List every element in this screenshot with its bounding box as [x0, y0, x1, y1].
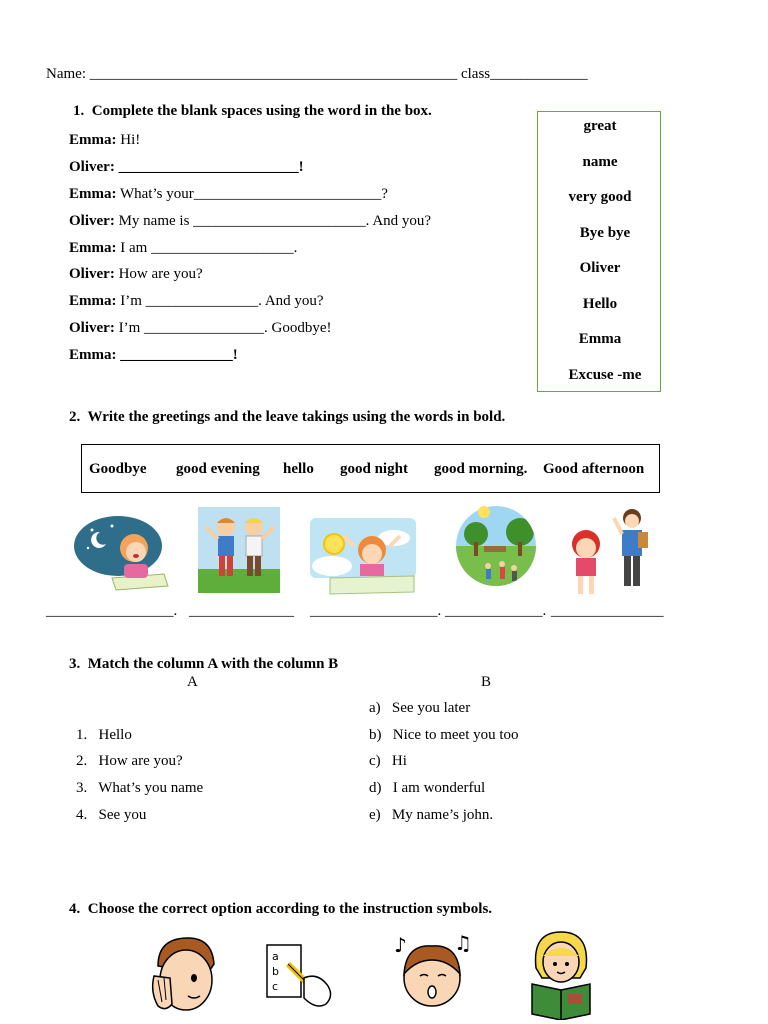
column-b-item[interactable]	[369, 780, 485, 797]
dialogue-line	[69, 320, 331, 337]
answer-blank[interactable]: _____________.	[445, 603, 547, 619]
speaker: Oliver:	[69, 266, 115, 282]
name-blank[interactable]: _________________________________________________	[89, 66, 458, 82]
item-letter: a)	[369, 700, 381, 716]
dialogue-line	[69, 266, 203, 283]
dialogue-line	[69, 132, 140, 149]
name-label: Name:	[46, 66, 90, 82]
svg-text:b: b	[272, 965, 279, 978]
sing-icon	[390, 930, 476, 1014]
write-icon	[264, 942, 336, 1012]
answer-blank[interactable]: _________________.	[46, 603, 178, 619]
item-letter: e)	[369, 807, 381, 823]
column-a-item[interactable]	[76, 780, 203, 797]
item-text: Nice to meet you too	[392, 727, 519, 743]
listen-icon	[148, 936, 218, 1016]
class-blank[interactable]: _____________	[490, 66, 588, 82]
speaker: Emma:	[69, 132, 117, 148]
greetings-box	[81, 444, 660, 493]
word-box-item: Excuse -me	[568, 367, 642, 383]
section4-title	[69, 901, 492, 918]
column-b-item[interactable]	[369, 807, 493, 824]
line-text-blank[interactable]: My name is _______________________. And you?	[114, 213, 432, 229]
greeting-word: good night	[340, 461, 408, 477]
dialogue-line	[69, 347, 238, 364]
column-a-header: A	[187, 674, 198, 690]
speaker: Emma:	[69, 240, 117, 256]
item-text: Hi	[391, 753, 407, 769]
item-letter: d)	[369, 780, 382, 796]
item-text: My name’s john.	[391, 807, 494, 823]
item-letter: c)	[369, 753, 381, 769]
word-box-item: Emma	[578, 331, 622, 347]
line-text-blank[interactable]: _______________!	[116, 347, 238, 363]
column-a-item[interactable]	[76, 727, 132, 744]
section4-number: 4.	[69, 901, 81, 917]
word-box-item: Bye bye	[579, 225, 631, 241]
section1-number: 1.	[73, 103, 85, 119]
section2-number: 2.	[69, 409, 81, 425]
item-number: 2.	[76, 753, 88, 769]
item-text: What’s you name	[98, 780, 204, 796]
speaker: Emma:	[69, 347, 117, 363]
line-text-blank[interactable]: I’m _______________. And you?	[116, 293, 324, 309]
dialogue-line	[69, 213, 431, 230]
sleeping-girl-night-icon	[72, 512, 170, 592]
item-text: How are you?	[98, 753, 183, 769]
answer-blank[interactable]: _________________.	[310, 603, 442, 619]
greeting-word: Good afternoon	[543, 461, 645, 477]
svg-text:♫: ♫	[454, 931, 472, 955]
line-text-blank[interactable]: What’s your_________________________?	[116, 186, 388, 202]
line-text-blank[interactable]: ________________________!	[114, 159, 304, 175]
item-text: Hello	[98, 727, 132, 743]
item-number: 4.	[76, 807, 88, 823]
column-b-item[interactable]	[369, 753, 407, 770]
word-box-item: Hello	[582, 296, 618, 312]
item-number: 3.	[76, 780, 88, 796]
class-label: class	[457, 66, 491, 82]
svg-text:a: a	[272, 950, 279, 963]
park-afternoon-icon	[454, 502, 538, 594]
greeting-word: Goodbye	[89, 461, 147, 477]
word-box	[537, 111, 661, 392]
svg-text:c: c	[272, 980, 279, 993]
greeting-word: hello	[283, 461, 314, 477]
line-text: How are you?	[114, 266, 203, 282]
column-b-item[interactable]	[369, 700, 470, 717]
dialogue-line	[69, 240, 297, 257]
section3-number: 3.	[69, 656, 81, 672]
line-text-blank[interactable]: I’m ________________. Goodbye!	[114, 320, 332, 336]
speaker: Oliver:	[69, 159, 115, 175]
greeting-word: good morning.	[434, 461, 528, 477]
girl-waking-morning-icon	[310, 518, 416, 596]
column-a-item[interactable]	[76, 753, 183, 770]
item-text: See you later	[391, 700, 471, 716]
section3-title	[69, 656, 338, 673]
section4-title-text: Choose the correct option according to the instruction symbols.	[87, 901, 493, 917]
section2-title-text: Write the greetings and the leave takings using the words in bold.	[87, 409, 506, 425]
word-box-item: very good	[568, 189, 632, 205]
answer-blank[interactable]: ______________	[189, 603, 294, 619]
kids-waving-goodbye-icon	[560, 504, 656, 598]
speaker: Oliver:	[69, 213, 115, 229]
section1-title-text: Complete the blank spaces using the word in the box.	[91, 103, 432, 119]
greeting-word: good evening	[176, 461, 260, 477]
read-icon	[524, 928, 598, 1020]
line-text: Hi!	[116, 132, 141, 148]
item-number: 1.	[76, 727, 88, 743]
item-text: See you	[98, 807, 147, 823]
section3-title-text: Match the column A with the column B	[87, 656, 339, 672]
answer-blank[interactable]: _______________	[551, 603, 664, 619]
speaker: Emma:	[69, 186, 117, 202]
two-kids-waving-icon	[198, 507, 280, 593]
section1-title	[73, 103, 432, 120]
section2-title	[69, 409, 505, 426]
dialogue-line	[69, 186, 388, 203]
column-b-item[interactable]	[369, 727, 519, 744]
word-box-item: Oliver	[579, 260, 621, 276]
word-box-item: name	[582, 154, 618, 170]
column-a-item[interactable]	[76, 807, 146, 824]
svg-text:♪: ♪	[394, 933, 407, 957]
word-box-item: great	[583, 118, 617, 134]
name-line	[46, 66, 588, 83]
item-letter: b)	[369, 727, 382, 743]
speaker: Emma:	[69, 293, 117, 309]
dialogue-line	[69, 293, 324, 310]
speaker: Oliver:	[69, 320, 115, 336]
dialogue-line	[69, 159, 304, 176]
line-text-blank[interactable]: I am ___________________.	[116, 240, 298, 256]
column-b-header: B	[481, 674, 492, 690]
item-text: I am wonderful	[392, 780, 486, 796]
